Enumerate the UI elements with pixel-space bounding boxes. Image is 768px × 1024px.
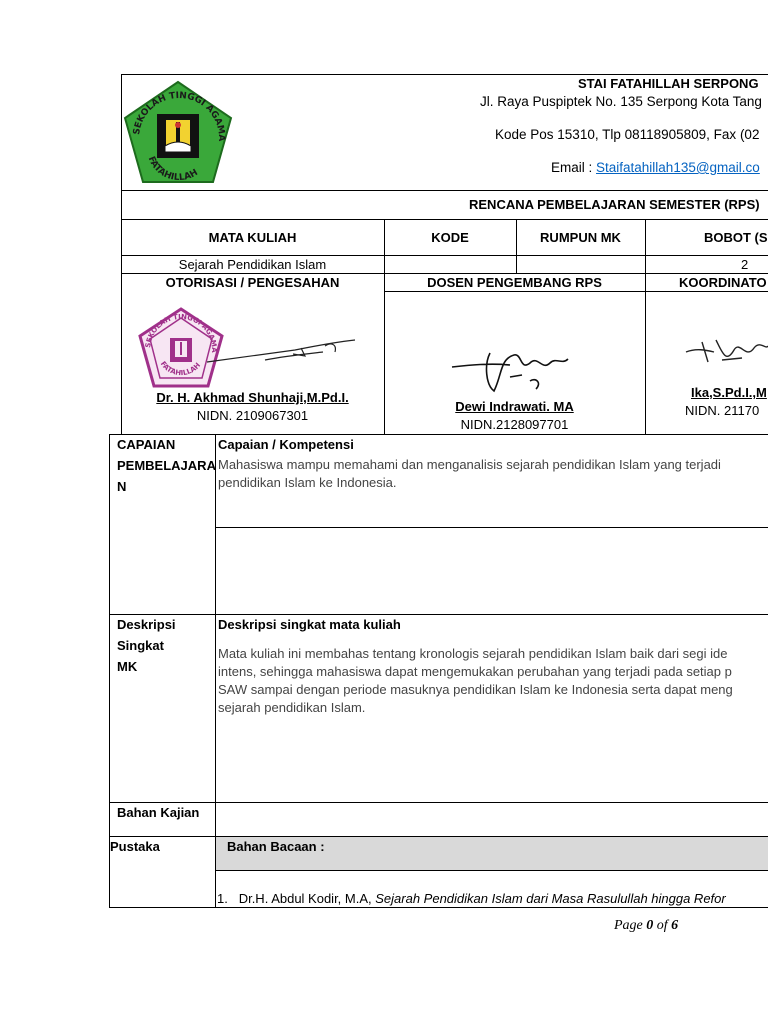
seal-bottom-text: FATAHILLAH (158, 360, 203, 378)
bahan-bacaan-heading: Bahan Bacaan : (227, 839, 325, 854)
col-header-bobot: BOBOT (S (704, 230, 768, 245)
cpl-heading: Capaian / Kompetensi (218, 437, 354, 452)
col-header-mata-kuliah: MATA KULIAH (208, 230, 297, 245)
course-name: Sejarah Pendidikan Islam (178, 257, 327, 272)
deskripsi-heading: Deskripsi singkat mata kuliah (218, 617, 401, 632)
signature-pengesahan (205, 332, 360, 372)
institution-logo (121, 78, 235, 188)
deskripsi-text-line-1: Mata kuliah ini membahas tentang kronologis sejarah pendidikan Islam baik dari segi ide (218, 646, 728, 661)
deskripsi-label-line-1: Deskripsi (117, 617, 176, 632)
cpl-label-line-2: PEMBELAJARA (117, 458, 216, 473)
deskripsi-text-line-4: sejarah pendidikan Islam. (218, 700, 366, 715)
institution-name: STAI FATAHILLAH SERPONG (578, 76, 759, 91)
reference-author: Dr.H. Abdul Kodir, M.A, (238, 891, 376, 906)
signature-koordinator (682, 330, 768, 374)
signature-pengembang (450, 345, 575, 397)
signer-name-pengembang: Dewi Indrawati. MA (455, 399, 574, 414)
cpl-text-line-2: pendidikan Islam ke Indonesia. (218, 475, 397, 490)
page-indicator (614, 918, 678, 934)
signer-name-koordinator: Ika,S.Pd.I.,M (691, 385, 767, 400)
auth-header-koordinator: KOORDINATO (679, 275, 767, 290)
institution-address: Jl. Raya Puspiptek No. 135 Serpong Kota Tang (480, 94, 762, 109)
seal-ring-text: SEKOLAH TINGGI AGAMA (144, 312, 219, 353)
institution-contact: Kode Pos 15310, Tlp 08118905809, Fax (02 (495, 127, 760, 142)
deskripsi-text-line-2: intens, sehingga mahasiswa dapat mengemukakan perubahan yang terjadi pada setiap p (218, 664, 732, 679)
logo-bottom-text: FATAHILLAH (145, 155, 200, 184)
deskripsi-label-line-2: Singkat (117, 638, 164, 653)
cpl-label-line-3: N (117, 479, 127, 494)
email-label: Email : (551, 160, 597, 175)
col-header-rumpun: RUMPUN MK (540, 230, 621, 245)
bahan-kajian-label: Bahan Kajian (117, 805, 200, 820)
pustaka-label: Pustaka (110, 839, 160, 854)
page-word: Page (614, 918, 647, 933)
reference-item (217, 891, 726, 907)
signer-nidn-koordinator: NIDN. 21170 (685, 403, 760, 418)
reference-number: 1. (217, 891, 228, 906)
cpl-label-line-1: CAPAIAN (117, 437, 176, 452)
signer-nidn-pengembang: NIDN.2128097701 (460, 417, 569, 432)
page-total: 6 (671, 918, 679, 933)
auth-header-pengesahan: OTORISASI / PENGESAHAN (165, 275, 340, 290)
deskripsi-label-line-3: MK (117, 659, 138, 674)
page-of-word: of (653, 918, 672, 933)
col-header-kode: KODE (431, 230, 469, 245)
logo-ring-text: SEKOLAH TINGGI AGAMA (132, 90, 227, 142)
document-title: RENCANA PEMBELAJARAN SEMESTER (RPS) (469, 197, 760, 212)
reference-title: Sejarah Pendidikan Islam dari Masa Rasulullah hingga Refor (375, 891, 726, 906)
institution-email (551, 160, 760, 176)
signer-name-pengesahan: Dr. H. Akhmad Shunhaji,M.Pd.I. (156, 390, 349, 405)
signer-nidn-pengesahan: NIDN. 2109067301 (196, 408, 309, 423)
auth-header-pengembang: DOSEN PENGEMBANG RPS (427, 275, 602, 290)
course-credits: 2 (741, 257, 749, 272)
email-link[interactable]: Staifatahillah135@gmail.co (596, 160, 760, 175)
cpl-text-line-1: Mahasiswa mampu memahami dan menganalisis sejarah pendidikan Islam yang terjadi (218, 457, 721, 472)
page-number: 0 (646, 918, 654, 933)
deskripsi-text-line-3: SAW sampai dengan periode masuknya pendidikan Islam ke Indonesia serta dapat meng (218, 682, 733, 697)
